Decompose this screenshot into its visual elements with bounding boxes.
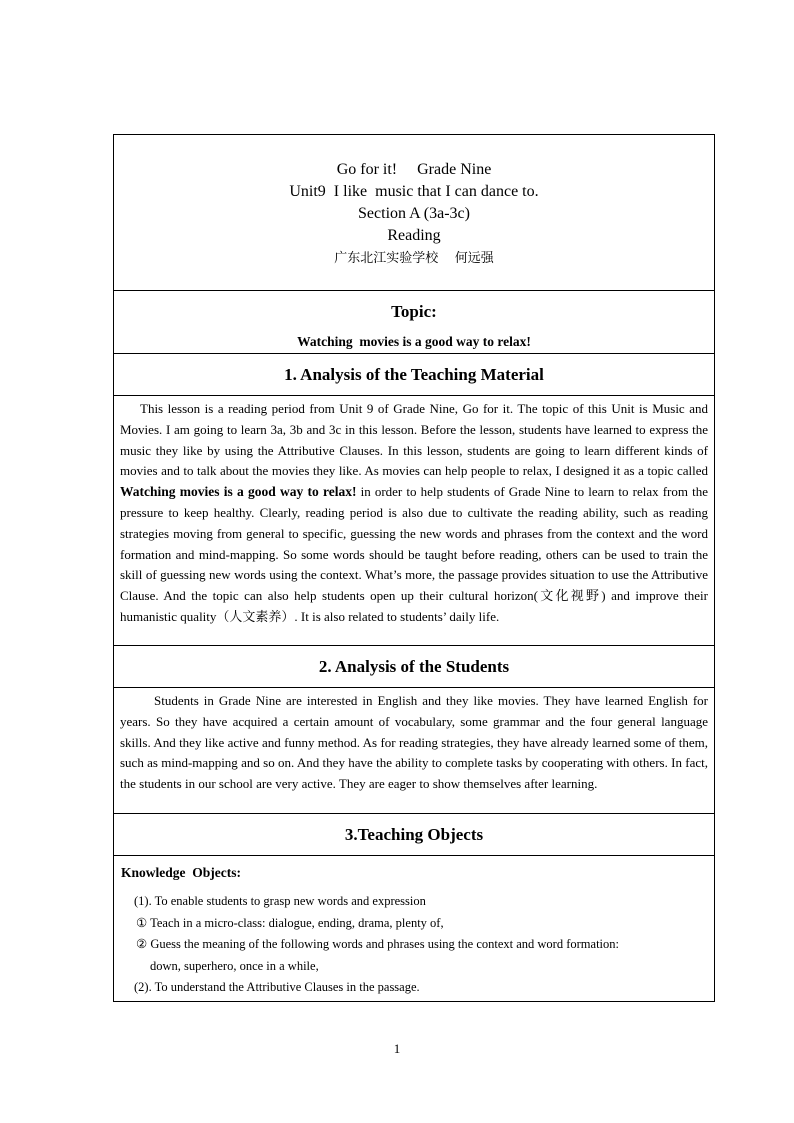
section-1-heading: 1. Analysis of the Teaching Material xyxy=(284,365,544,384)
knowledge-item: (2). To understand the Attributive Clauses in the passage. xyxy=(134,980,420,995)
knowledge-item: down, superhero, once in a while, xyxy=(150,958,319,973)
section-3-heading-row xyxy=(114,814,714,856)
section-2-heading-row xyxy=(114,646,714,688)
section-2-paragraph xyxy=(114,688,714,795)
page-number: 1 xyxy=(393,1041,401,1056)
lesson-plan-table xyxy=(113,134,715,1002)
section-1-text-before: This lesson is a reading period from Unit 9 of Grade Nine, Go for it. The topic of this Unit is Music and Movies. I am going to learn 3a, 3b and 3c in this lesson. Before the lesson, students have learned to express the music they like by using the Attributive Clauses. In this lesson, students are going to learn different kinds of movies and to talk about the movies they like. As movies can help people to relax, I designed it as a topic called xyxy=(120,401,708,479)
title-line-1: Go for it! Grade Nine xyxy=(336,161,492,178)
title-line-2: Unit9 I like music that I can dance to. xyxy=(289,183,539,200)
section-2-heading: 2. Analysis of the Students xyxy=(318,657,510,676)
section-1-body xyxy=(114,396,714,646)
section-1-text-after: in order to help students of Grade Nine to learn to relax from the pressure to keep healthy. Clearly, reading period is also due to cultivate the reading ability, such as reading strategies moving from general to specific, guessing the new words and phrases from the context and the word formation and mind-mapping. So some words should be taught before reading, others can be used to train the skill of guessing new words using the context. What’s more, the passage provides situation to use the Attributive Clause. And the topic can also help students open up their cultural horizon(文化视野) and improve their humanistic quality（人文素养）. It is also related to students’ daily life. xyxy=(120,484,708,624)
section-2-text: Students in Grade Nine are interested in English and they like movies. They have learned English for years. So they have acquired a certain amount of vocabulary, some grammar and the four general language skills. And they like active and funny method. As for reading strategies, they have already learned some of them, such as mind-mapping and so on. And they have the ability to complete tasks by cooperating with others. In fact, the students in our school are very active. They are eager to show themselves after learning. xyxy=(120,693,708,792)
knowledge-objects-title: Knowledge Objects: xyxy=(121,865,241,880)
section-2-body xyxy=(114,688,714,814)
section-3-heading: 3.Teaching Objects xyxy=(344,825,484,844)
knowledge-item: ① Teach in a micro-class: dialogue, ending, drama, plenty of, xyxy=(136,915,444,930)
title-block xyxy=(114,135,714,291)
topic-block xyxy=(114,291,714,354)
topic-subtitle: Watching movies is a good way to relax! xyxy=(297,334,531,349)
section-1-heading-row xyxy=(114,354,714,396)
section-3-body xyxy=(114,856,714,1003)
knowledge-item: (1). To enable students to grasp new words and expression xyxy=(134,894,426,908)
knowledge-item: ② Guess the meaning of the following words and phrases using the context and word formation: xyxy=(136,937,619,952)
author-line: 广东北江实验学校 何远强 xyxy=(334,251,494,266)
section-1-paragraph xyxy=(114,396,714,628)
title-line-4: Reading xyxy=(387,227,441,244)
section-1-text-bold: Watching movies is a good way to relax! xyxy=(120,484,357,500)
topic-title: Topic: xyxy=(391,302,437,321)
title-line-3: Section A (3a-3c) xyxy=(358,205,470,222)
